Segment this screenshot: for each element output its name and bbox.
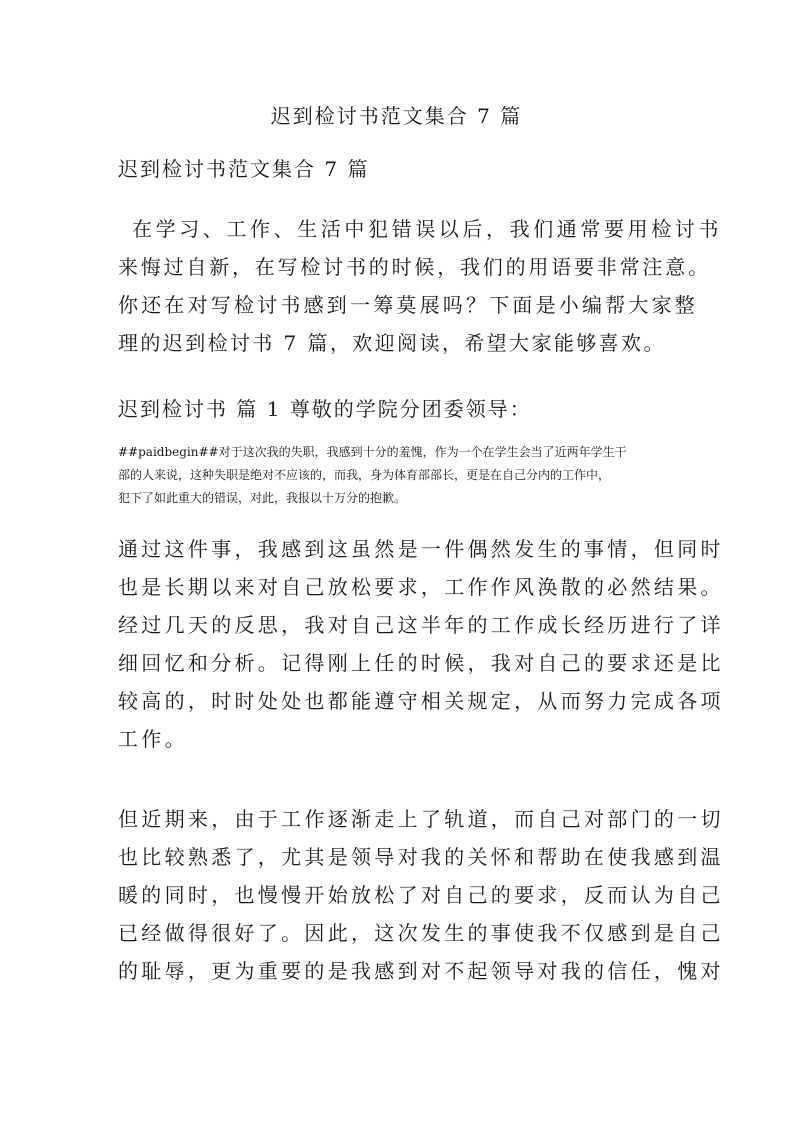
small-print-line: 部的人来说，这种失职是绝对不应该的，而我，身为体育部部长，更是在自己分内的工作中， <box>118 468 611 482</box>
intro-line: 在学习、工作、生活中犯错误以后，我们通常要用检讨书 <box>132 217 722 241</box>
small-print-line: 犯下了如此重大的错误，对此，我报以十万分的抱歉。 <box>118 491 407 505</box>
body-paragraph-1 <box>118 530 724 758</box>
section-heading: 迟到检讨书 篇 1 尊敬的学院分团委领导： <box>118 397 532 421</box>
body-line: 较高的，时时处处也都能遵守相关规定，从而努力完成各项 <box>118 689 724 713</box>
body-line: 细回忆和分析。记得刚上任的时候，我对自己的要求还是比 <box>118 651 724 675</box>
small-print-paragraph <box>118 441 678 510</box>
body-line: 工作。 <box>118 727 188 751</box>
body-line: 但近期来，由于工作逐渐走上了轨道，而自己对部门的一切 <box>118 807 724 831</box>
intro-line: 来悔过自新，在写检讨书的时候，我们的用语要非常注意。 <box>118 255 711 279</box>
document-title: 迟到检讨书范文集合 7 篇 <box>270 104 523 128</box>
body-line: 已经做得很好了。因此，这次发生的事使我不仅感到是自己 <box>118 921 724 945</box>
intro-paragraph <box>118 210 722 362</box>
body-paragraph-2 <box>118 800 724 990</box>
body-line: 的耻辱，更为重要的是我感到对不起领导对我的信任，愧对 <box>118 959 724 983</box>
body-line: 暖的同时，也慢慢开始放松了对自己的要求，反而认为自己 <box>118 883 724 907</box>
body-line: 通过这件事，我感到这虽然是一件偶然发生的事情，但同时 <box>118 537 724 561</box>
document-heading: 迟到检讨书范文集合 7 篇 <box>118 157 370 181</box>
intro-line: 你还在对写检讨书感到一筹莫展吗？下面是小编帮大家整 <box>118 293 698 317</box>
body-line: 经过几天的反思，我对自己这半年的工作成长经历进行了详 <box>118 613 724 637</box>
intro-line: 理的迟到检讨书 7 篇，欢迎阅读，希望大家能够喜欢。 <box>118 331 666 355</box>
body-line: 也比较熟悉了，尤其是领导对我的关怀和帮助在使我感到温 <box>118 845 724 869</box>
small-print-line: ##paidbegin##对于这次我的失职，我感到十分的羞愧，作为一个在学生会当了近两年学生干 <box>118 445 627 459</box>
body-line: 也是长期以来对自己放松要求，工作作风涣散的必然结果。 <box>118 575 724 599</box>
